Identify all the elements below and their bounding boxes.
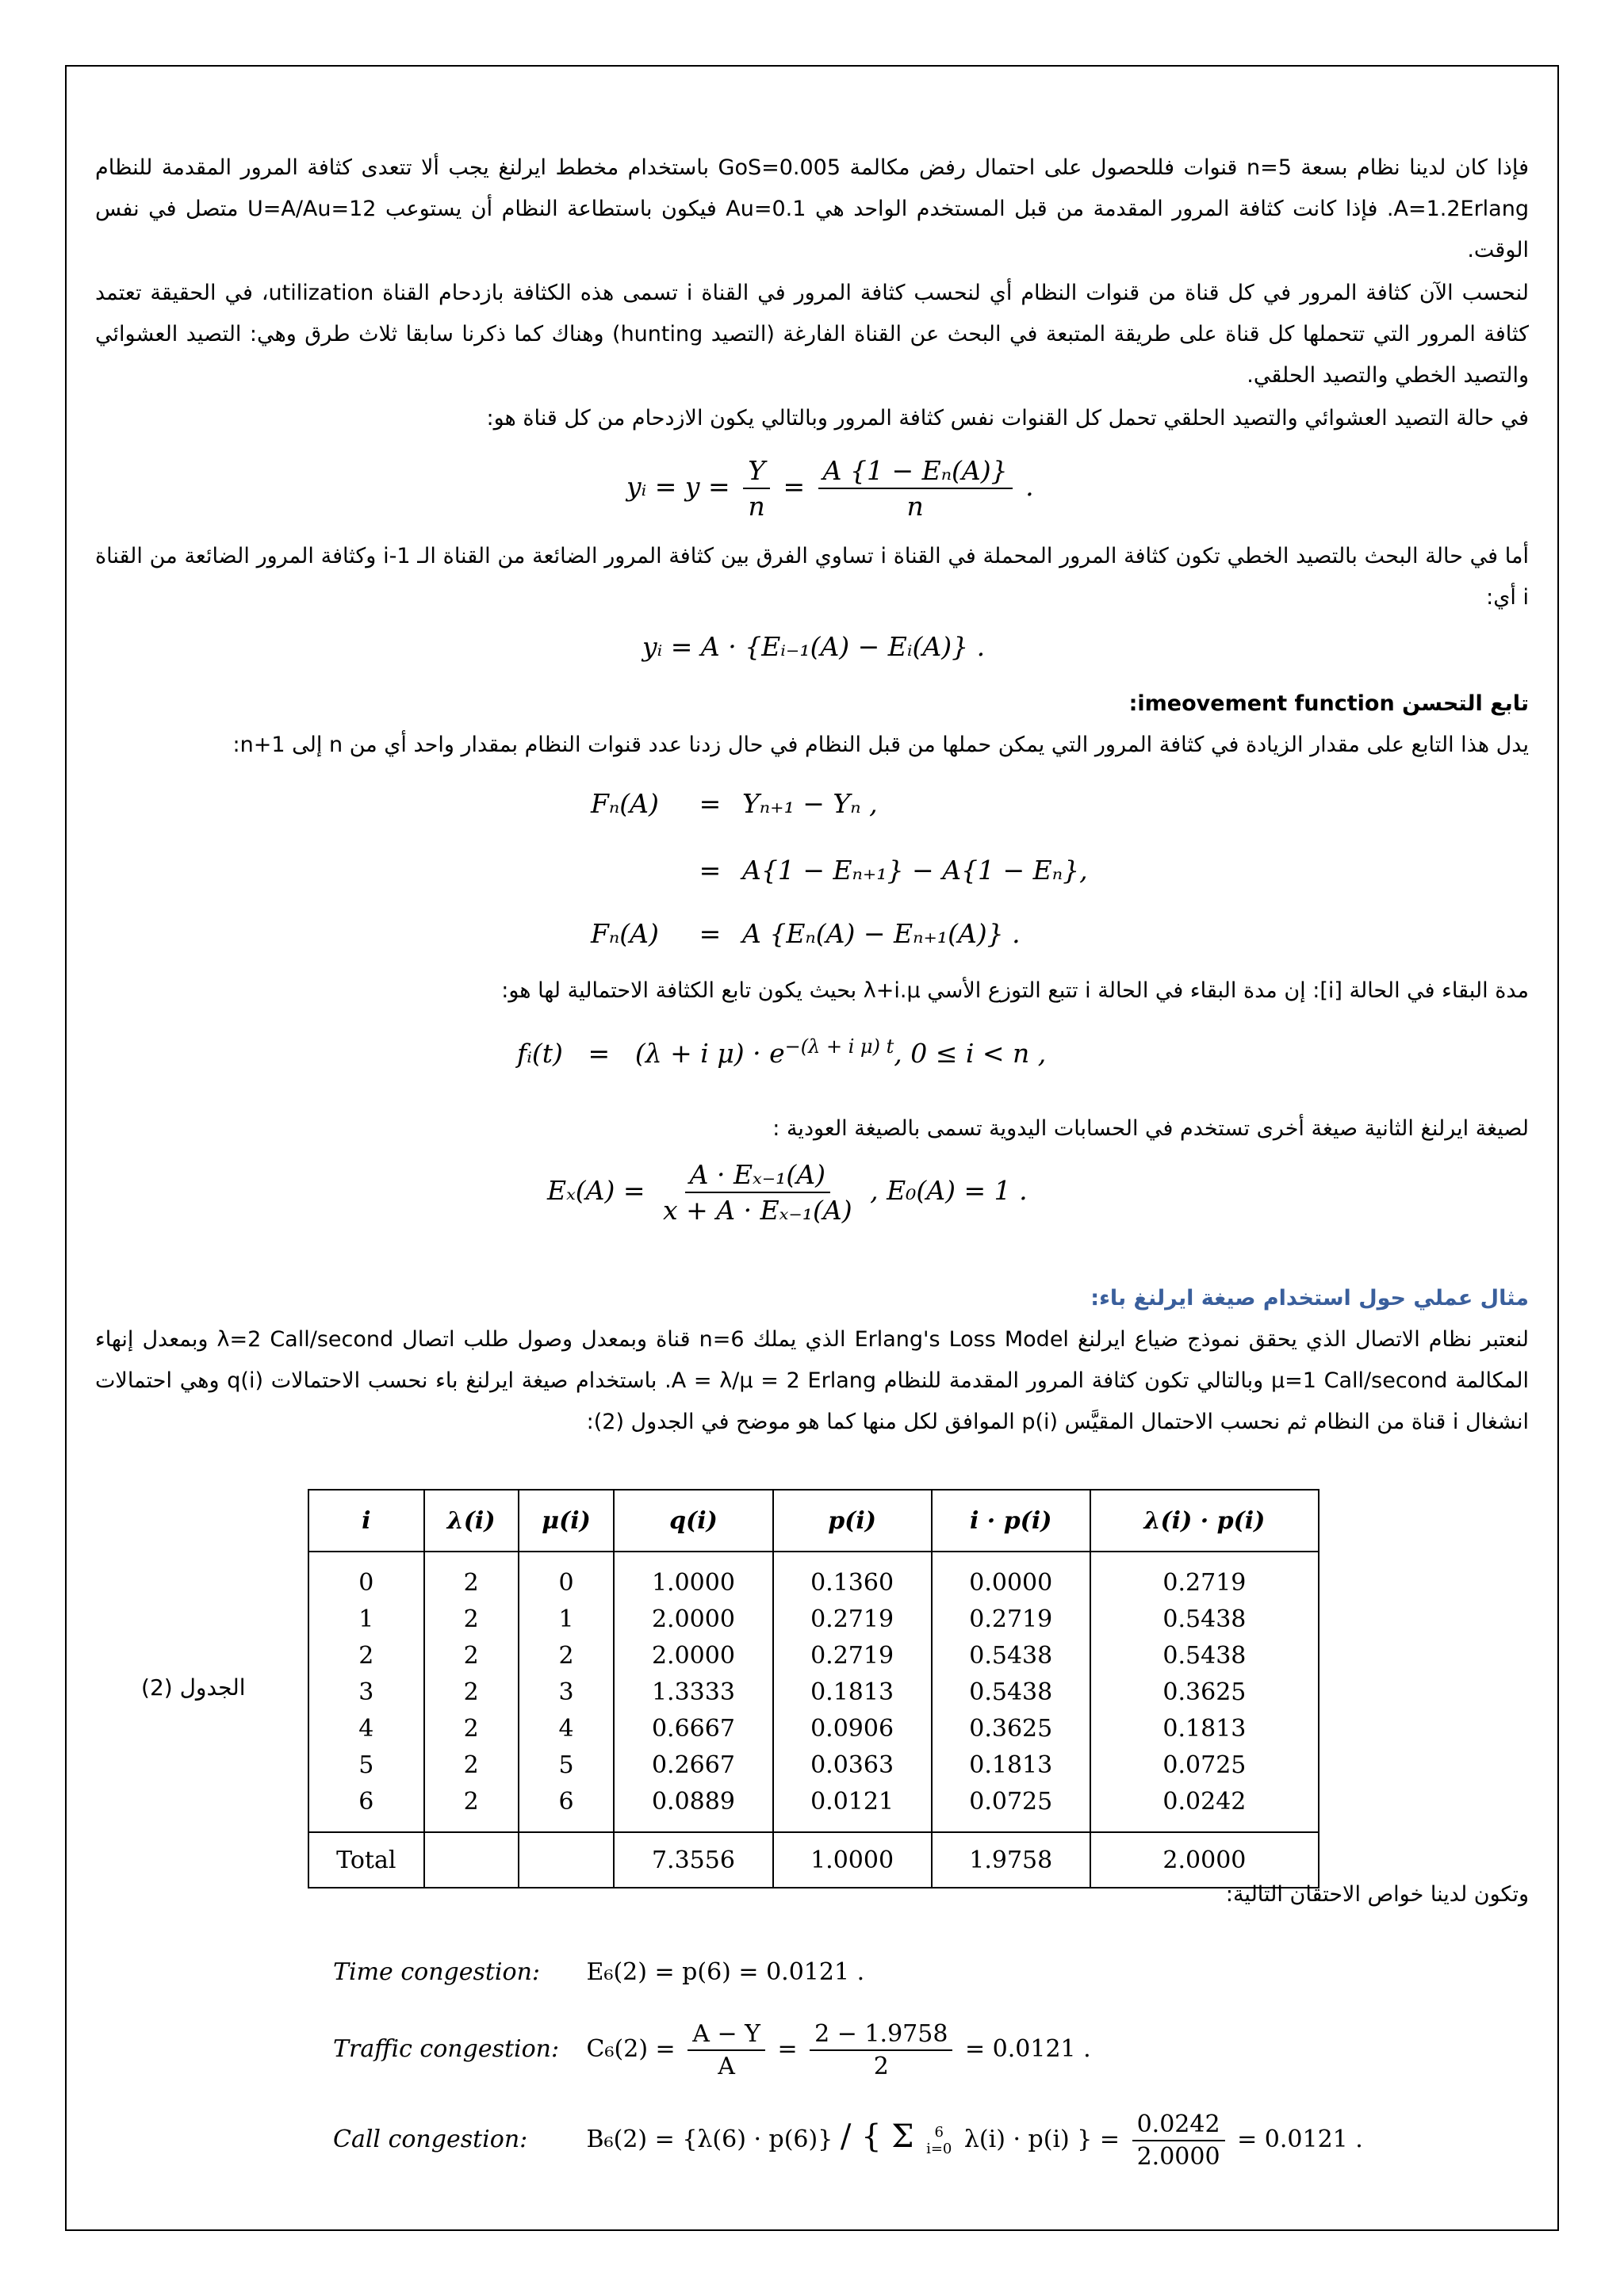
call-congestion-sum-sign: / { Σ	[840, 2118, 914, 2155]
eq5-num: A · Eₓ₋₁(A)	[685, 1159, 830, 1193]
table-cell: 4	[519, 1710, 615, 1747]
paragraph-utilization-text: لنحسب الآن كثافة المرور في كل قناة من قنوات النظام أي لنحسب كثافة المرور في القناة i تسمى هذه الكثافة بازدحام القناة utilization، في الحقيقة تعتمد كثافة المرور التي تتحملها كل قناة على طريقة المتبعة في البحث عن القناة الفارغة (التصيد hunting) وهناك كما ذكرنا سابقا ثلاث طرق وهي: التصيد العشوائي والتصيد الخطي والتصيد الحلقي.	[95, 281, 1529, 388]
header-lambda-p: λ(i) · p(i)	[1090, 1490, 1319, 1552]
table-cell: 0.2719	[1090, 1552, 1319, 1601]
eq3-l3-equals: =	[699, 918, 722, 949]
traffic-f2-den: 2	[873, 2053, 889, 2080]
eq3-l2-equals: =	[699, 855, 722, 886]
paragraph-example	[95, 1319, 1529, 1443]
table-cell: 0.5438	[1090, 1637, 1319, 1674]
table-cell: 6	[308, 1783, 424, 1832]
total-cell: 1.9758	[932, 1832, 1090, 1888]
paragraph-recursive	[95, 1108, 1529, 1150]
total-cell: 7.3556	[614, 1832, 772, 1888]
table-cell: 0.0000	[932, 1552, 1090, 1601]
paragraph-random-hunting	[95, 398, 1529, 439]
table-cell: 2	[519, 1637, 615, 1674]
eq5-tail: , E₀(A) = 1 .	[870, 1175, 1028, 1206]
paragraph-sojourn-text: مدة البقاء في الحالة [i]: إن مدة البقاء في الحالة i تتبع التوزع الأسي λ+i.μ بحيث يكون تابع الكثافة الاحتمالية لها هو:	[501, 978, 1529, 1003]
eq4-rhs: (λ + i μ) · e	[634, 1038, 785, 1069]
traffic-congestion	[333, 2020, 1091, 2080]
traffic-congestion-lhs: C₆(2) =	[586, 2035, 676, 2063]
eq4-condition: , 0 ≤ i < n ,	[894, 1038, 1047, 1069]
table-cell: 0.2667	[614, 1747, 772, 1783]
traffic-fraction-1	[688, 2020, 765, 2080]
table-cell: 3	[519, 1674, 615, 1710]
eq1-frac1-num: Y	[743, 455, 770, 489]
table-row	[308, 1601, 1319, 1637]
eq4-lhs: fᵢ(t)	[517, 1038, 563, 1069]
traffic-f1-den: A	[718, 2053, 735, 2080]
table-cell: 0	[519, 1552, 615, 1601]
table-cell: 0.1813	[932, 1747, 1090, 1783]
paragraph-linear-hunting	[95, 536, 1529, 618]
eq3-l2-rhs: A{1 − Eₙ₊₁} − A{1 − Eₙ},	[742, 855, 1088, 886]
equation-recursive-erlang	[547, 1159, 1028, 1226]
traffic-fraction-2	[810, 2020, 952, 2080]
call-congestion-tail: = 0.0121 .	[1237, 2126, 1363, 2153]
paragraph-congestion-text: وتكون لدينا خواص الاحتقان التالية:	[1225, 1882, 1529, 1907]
header-lambda: λ(i)	[424, 1490, 519, 1552]
table-cell: 2	[424, 1637, 519, 1674]
table-cell: 2	[424, 1747, 519, 1783]
eq5-den: x + A · Eₓ₋₁(A)	[663, 1195, 852, 1226]
eq1-lhs: yᵢ = y =	[626, 471, 730, 502]
table-cell: 0.0242	[1090, 1783, 1319, 1832]
eq3-l1-lhs: Fₙ(A)	[591, 788, 659, 819]
eq5-lhs: Eₓ(A) =	[547, 1175, 645, 1206]
call-sum-limits	[926, 2124, 952, 2157]
eq4-equals: =	[588, 1038, 611, 1069]
table-cell: 0	[308, 1552, 424, 1601]
table-cell: 0.0121	[773, 1783, 932, 1832]
sum-lower-limit: i=0	[926, 2141, 952, 2157]
erlang-table	[308, 1489, 1320, 1888]
equation-improvement-line3	[591, 918, 1021, 949]
table-cell: 0.5438	[932, 1637, 1090, 1674]
paragraph-example-text: لنعتبر نظام الاتصال الذي يحقق نموذج ضياع ايرلنغ Erlang's Loss Model الذي يملك n=6 قناة وبمعدل وصول طلب اتصال λ=2 Call/second وبمعدل إنهاء المكالمة μ=1 Call/second وبالتالي تكون كثافة المرور المقدمة للنظام A = λ/μ = 2 Erlang. باستخدام صيغة ايرلنغ باء نحسب الاحتمالات q(i) وهي احتمالات انشغال i قناة من النظام ثم نحسب الاحتمال المقيَّس p(i) الموافق لكل منها كما هو موضح في الجدول (2):	[95, 1327, 1530, 1434]
table-cell: 6	[519, 1783, 615, 1832]
heading-practical-example: مثال عملي حول استخدام صيغة ايرلنغ باء:	[1090, 1286, 1529, 1311]
paragraph-linear-hunting-text: أما في حالة البحث بالتصيد الخطي تكون كثافة المرور المحملة في القناة i تساوي الفرق بين كثافة المرور الضائعة من القناة الـ i-1 وكثافة المرور الضائعة من القناة i أي:	[95, 544, 1530, 610]
table-cell: 0.2719	[773, 1601, 932, 1637]
eq3-l1-equals: =	[699, 788, 722, 819]
table-cell: 0.0889	[614, 1783, 772, 1832]
paragraph-recursive-text: لصيغة ايرلنغ الثانية صيغة أخرى تستخدم في الحسابات اليدوية تسمى بالصيغة العودية :	[772, 1116, 1529, 1141]
table-cell: 2	[424, 1601, 519, 1637]
call-congestion-lhs: B₆(2) = {λ(6) · p(6)}	[586, 2126, 833, 2153]
table-cell: 2	[308, 1637, 424, 1674]
eq1-frac2-num: A {1 − Eₙ(A)}	[818, 455, 1013, 489]
table-cell: 0.2719	[932, 1601, 1090, 1637]
total-cell: 1.0000	[773, 1832, 932, 1888]
eq1-frac2-den: n	[906, 491, 924, 522]
time-congestion-label: Time congestion:	[333, 1958, 541, 1986]
table-cell: 0.1813	[1090, 1710, 1319, 1747]
table-cell: 0.0725	[1090, 1747, 1319, 1783]
table-cell: 1.3333	[614, 1674, 772, 1710]
paragraph-utilization	[95, 273, 1529, 396]
eq1-tail: .	[1025, 471, 1034, 502]
table-row	[308, 1552, 1319, 1601]
eq5-fraction	[658, 1159, 857, 1226]
table-cell: 2	[424, 1674, 519, 1710]
table-cell: 0.5438	[1090, 1601, 1319, 1637]
header-mu: μ(i)	[519, 1490, 615, 1552]
total-label: Total	[308, 1832, 424, 1888]
equation-density	[517, 1035, 1046, 1069]
paragraph-random-hunting-text: في حالة التصيد العشوائي والتصيد الحلقي تحمل كل القنوات نفس كثافة المرور وبالتالي يكون الازدحام من كل قناة هو:	[486, 406, 1529, 430]
traffic-f1-num: A − Y	[688, 2020, 765, 2051]
table-cell: 5	[519, 1747, 615, 1783]
equation-improvement-line1	[591, 788, 878, 819]
eq3-l1-rhs: Yₙ₊₁ − Yₙ ,	[742, 788, 878, 819]
traffic-f2-num: 2 − 1.9758	[810, 2020, 952, 2051]
table-cell: 0.0906	[773, 1710, 932, 1747]
traffic-congestion-label: Traffic congestion:	[333, 2035, 560, 2063]
sum-upper-limit: 6	[934, 2124, 944, 2141]
table-cell: 5	[308, 1747, 424, 1783]
table-cell: 2.0000	[614, 1601, 772, 1637]
table-cell: 0.2719	[773, 1637, 932, 1674]
eq3-l3-rhs: A {Eₙ(A) − Eₙ₊₁(A)} .	[742, 918, 1021, 949]
table-cell: 0.3625	[1090, 1674, 1319, 1710]
table-caption: الجدول (2)	[141, 1674, 246, 1701]
time-congestion-eq: E₆(2) = p(6) = 0.0121 .	[586, 1958, 865, 1986]
header-ip: i · p(i)	[932, 1490, 1090, 1552]
table-cell: 4	[308, 1710, 424, 1747]
table-cell: 0.1813	[773, 1674, 932, 1710]
table-cell: 0.3625	[932, 1710, 1090, 1747]
traffic-congestion-tail: = 0.0121 .	[965, 2035, 1091, 2063]
table-cell: 0.1360	[773, 1552, 932, 1601]
paragraph-improvement	[95, 725, 1529, 766]
eq3-l3-lhs: Fₙ(A)	[591, 918, 659, 949]
total-cell: 2.0000	[1090, 1832, 1319, 1888]
table-cell: 0.5438	[932, 1674, 1090, 1710]
paragraph-sojourn-time	[95, 970, 1529, 1012]
table-cell: 3	[308, 1674, 424, 1710]
equation-improvement-line2	[591, 855, 1088, 886]
table-cell: 0.6667	[614, 1710, 772, 1747]
paragraph-intro	[95, 147, 1529, 271]
table-row	[308, 1783, 1319, 1832]
table-cell: 1	[519, 1601, 615, 1637]
paragraph-capacity: فإذا كان لدينا نظام بسعة n=5 قنوات فللحصول على احتمال رفض مكالمة GoS=0.005 باستخدام مخطط ايرلنغ يجب ألا تتعدى كثافة المرور المقدمة للنظام A=1.2Erlang. فإذا كانت كثافة المرور المقدمة من قبل المستخدم الواحد هي Au=0.1 فيكون باستطاعة النظام أن يستوعب U=A/Au=12 متصل في نفس الوقت.	[95, 155, 1529, 262]
eq1-fraction-1	[743, 455, 770, 522]
call-f-num: 0.0242	[1132, 2110, 1225, 2141]
heading-improvement-function: تابع التحسن imeovement function:	[1128, 691, 1529, 716]
table-row	[308, 1747, 1319, 1783]
table-cell: 1.0000	[614, 1552, 772, 1601]
eq1-frac1-den: n	[748, 491, 765, 522]
table-cell: 2	[424, 1783, 519, 1832]
equation-channel-load	[626, 455, 1034, 522]
paragraph-congestion-intro	[95, 1874, 1529, 1915]
call-congestion-label: Call congestion:	[333, 2126, 528, 2153]
eq4-exponent: −(λ + i μ) t	[784, 1035, 894, 1058]
table-cell: 2	[424, 1552, 519, 1601]
table-header-row	[308, 1490, 1319, 1552]
time-congestion	[333, 1958, 864, 1986]
header-p: p(i)	[773, 1490, 932, 1552]
call-fraction	[1132, 2110, 1225, 2171]
equation-linear-load: yᵢ = A · {Eᵢ₋₁(A) − Eᵢ(A)} .	[642, 631, 986, 662]
table-row	[308, 1637, 1319, 1674]
eq1-fraction-2	[818, 455, 1013, 522]
table-cell: 0.0363	[773, 1747, 932, 1783]
table-cell: 0.0725	[932, 1783, 1090, 1832]
paragraph-improvement-text: يدل هذا التابع على مقدار الزيادة في كثافة المرور التي يمكن حملها من قبل النظام في حال زدنا عدد قنوات النظام بمقدار واحد أي من n إلى n+1:	[232, 733, 1529, 757]
eq1-equals: =	[783, 471, 806, 502]
table-cell: 2.0000	[614, 1637, 772, 1674]
call-congestion	[333, 2110, 1363, 2171]
table-row	[308, 1710, 1319, 1747]
header-i: i	[308, 1490, 424, 1552]
table-cell: 1	[308, 1601, 424, 1637]
traffic-equals: =	[777, 2035, 798, 2063]
table-row	[308, 1674, 1319, 1710]
table-cell: 2	[424, 1710, 519, 1747]
header-q: q(i)	[614, 1490, 772, 1552]
call-f-den: 2.0000	[1136, 2143, 1220, 2171]
call-sum-body: λ(i) · p(i) } =	[963, 2126, 1120, 2153]
